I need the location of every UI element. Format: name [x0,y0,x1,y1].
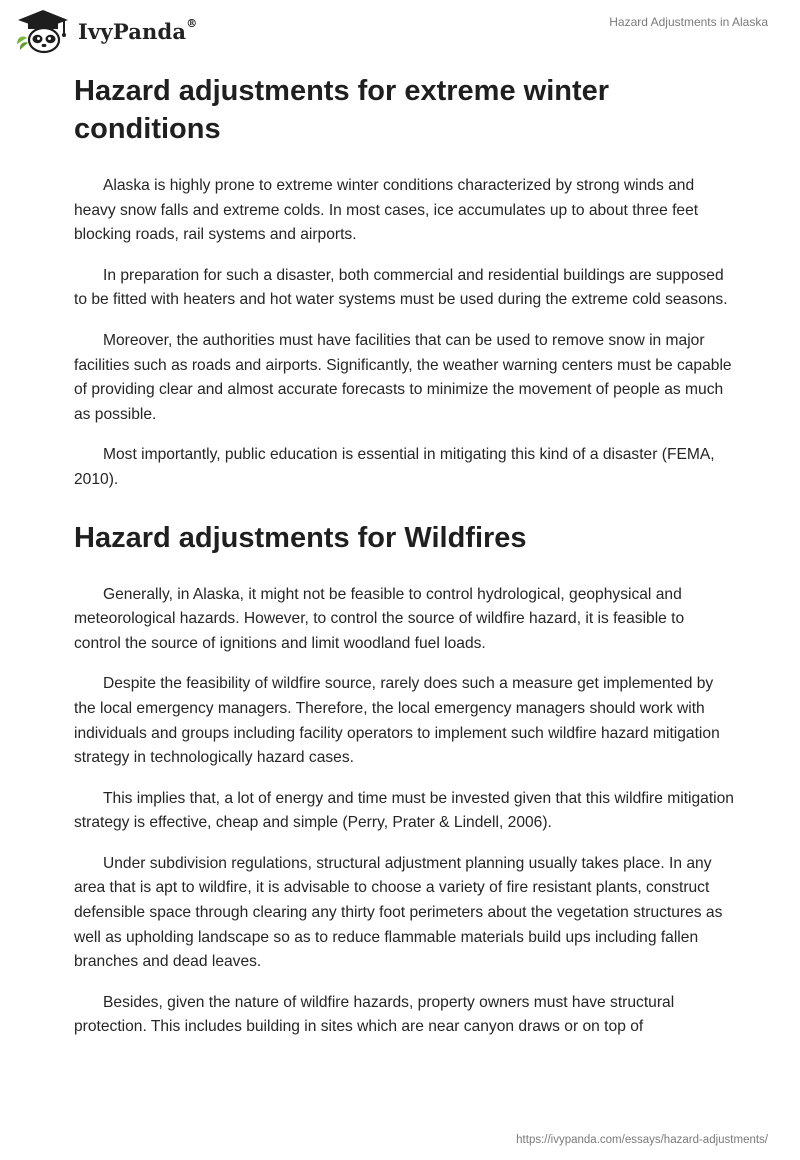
ivypanda-logo[interactable] [14,8,197,54]
paragraph: Under subdivision regulations, structural adjustment planning usually takes place. In any area that is apt to wildfire, it is advisable to choose a variety of fire resistant plants, construct defensible space through clearing any thirty foot perimeters about the vegetation structures as well as upholding landscape so as to reduce flammable materials build ups including fallen branches and dead leaves. [74,854,723,971]
brand-name: IvyPanda® [78,16,198,44]
paragraph: Most importantly, public education is essential in mitigating this kind of a disaster (FEMA, 2010). [74,446,715,488]
paragraph: Besides, given the nature of wildfire hazards, property owners must have structural protection. This includes building in sites which are near canyon draws or on top of [74,993,675,1036]
paragraph: This implies that, a lot of energy and time must be invested given that this wildfire mitigation strategy is effective, cheap and simple (Perry, Prater & Lindell, 2006). [74,789,734,832]
section-heading-wildfires: Hazard adjustments for Wildfires [74,521,527,554]
paragraph: In preparation for such a disaster, both commercial and residential buildings are supposed to be fitted with heaters and hot water systems must be used during the extreme cold seasons. [74,266,728,309]
essay-content [74,72,734,1040]
paragraph: Alaska is highly prone to extreme winter conditions characterized by strong winds and heavy snow falls and extreme colds. In most cases, ice accumulates up to about three feet blocking roads, rail systems and airports. [74,177,699,244]
paragraph: Moreover, the authorities must have facilities that can be used to remove snow in major facilities such as roads and airports. Significantly, the weather warning centers must be capable of providing clear and almost accurate forecasts to minimize the movement of people as much as possible. [74,331,732,423]
paragraph: Generally, in Alaska, it might not be feasible to control hydrological, geophysical and meteorological hazards. However, to control the source of wildfire hazard, it is feasible to control the source of ignitions and limit woodland fuel loads. [74,585,685,652]
source-url[interactable]: https://ivypanda.com/essays/hazard-adjustments/ [516,1134,768,1146]
page-header [0,0,800,62]
running-title: Hazard Adjustments in Alaska [609,15,768,29]
paragraph: Despite the feasibility of wildfire source, rarely does such a measure get implemented by the local emergency managers. Therefore, the local emergency managers should work with individuals and groups including facility operators to implement such wildfire hazard mitigation strategy in technologically hazard cases. [74,675,720,767]
panda-graduate-icon [14,8,72,54]
section-heading-winter: Hazard adjustments for extreme winter conditions [74,75,610,145]
